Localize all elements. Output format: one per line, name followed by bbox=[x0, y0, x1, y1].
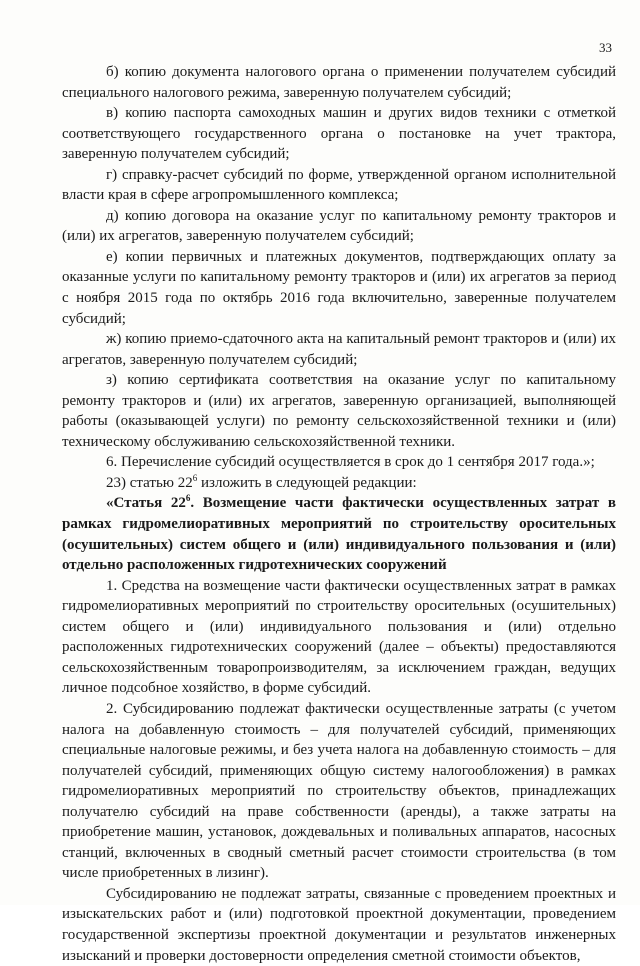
paragraph-e: е) копии первичных и платежных документов, подтверждающих оплату за оказанные услуги по капитальному ремонту тракторов и (или) их агрегатов за период с ноября 2015 года по октябрь 2016 года включительно, заверенные получателем субсидий; bbox=[62, 248, 616, 327]
paragraph-1: 1. Средства на возмещение части фактически осуществленных затрат в рамках гидромелиоративных мероприятий по строительству оросительных (осушительных) систем общего и (или) индивидуального пользования и (или) отдельно расположенных гидротехнических сооружений (далее – объекты) предоставляются сельскохозяйственным товаропроизводителям, за исключением граждан, ведущих личное подсобное хозяйство, в форме субсидий. bbox=[62, 577, 616, 697]
paragraph-g: г) справку-расчет субсидий по форме, утвержденной органом исполнительной власти края в сфере агропромышленного комплекса; bbox=[62, 166, 616, 204]
paragraph-zh: ж) копию приемо-сдаточного акта на капитальный ремонт тракторов и (или) их агрегатов, заверенную получателем субсидий; bbox=[62, 331, 616, 368]
paragraph-23 bbox=[62, 473, 616, 494]
paragraph-b: б) копию документа налогового органа о применении получателем субсидий специального налогового режима, заверенную получателем субсидий; bbox=[62, 64, 616, 101]
page-number: 33 bbox=[599, 40, 612, 55]
article-heading-superscript: 6 bbox=[185, 493, 191, 504]
article-heading-start: «Статья 22 bbox=[106, 495, 186, 512]
amendment-text-start: 23) статью 22 bbox=[106, 474, 193, 491]
article-superscript: 6 bbox=[192, 472, 198, 483]
paragraph-exclusions: Субсидированию не подлежат затраты, связанные с проведением проектных и изыскательских работ и (или) подготовкой проектной документации, проведением государственной экспертизы проектной документации и результатов инженерных изысканий и проверки достоверности определения сметной стоимости объектов, bbox=[62, 885, 616, 964]
paragraph-v: в) копию паспорта самоходных машин и других видов техники с отметкой соответствующего государственного органа о постановке на учет трактора, заверенную получателем субсидий; bbox=[62, 105, 616, 163]
paragraph-2: 2. Субсидированию подлежат фактически осуществленные затраты (с учетом налога на добавленную стоимость – для получателей субсидий, применяющих специальные налоговые режимы, и без учета налога на добавленную стоимость – для получателей субсидий, применяющих общую систему налогообложения) в рамках гидромелиоративных мероприятий по строительству объектов, принадлежащих получателю субсидий на праве собственности (аренды), а также затраты на приобретение машин, установок, дождевальных и поливальных аппаратов, насосных станций, включенных в сводный сметный расчет стоимости строительства (в том числе приобретенных в лизинг). bbox=[62, 700, 616, 882]
amendment-text-end: изложить в следующей редакции: bbox=[197, 474, 417, 491]
article-heading-end: . Возмещение части фактически осуществленных затрат в рамках гидромелиоративных мероприятий по строительству оросительных (осушительных) систем общего и (или) индивидуального пользования и (или) отдельно расположенных гидротехнических сооружений bbox=[62, 495, 616, 574]
article-heading bbox=[62, 493, 616, 575]
document-body bbox=[62, 62, 616, 966]
paragraph-d: д) копию договора на оказание услуг по капитальному ремонту тракторов и (или) их агрегатов, заверенную получателем субсидий; bbox=[62, 207, 616, 245]
paragraph-6: 6. Перечисление субсидий осуществляется в срок до 1 сентября 2017 года.»; bbox=[106, 454, 595, 471]
paragraph-z: з) копию сертификата соответствия на оказание услуг по капитальному ремонту тракторов и (или) их агрегатов, заверенную организацией, выполняющей работы (оказывающей услуги) по ремонту сельскохозяйственной техники и (или) техническому обслуживанию сельскохозяйственной техники. bbox=[62, 372, 616, 450]
